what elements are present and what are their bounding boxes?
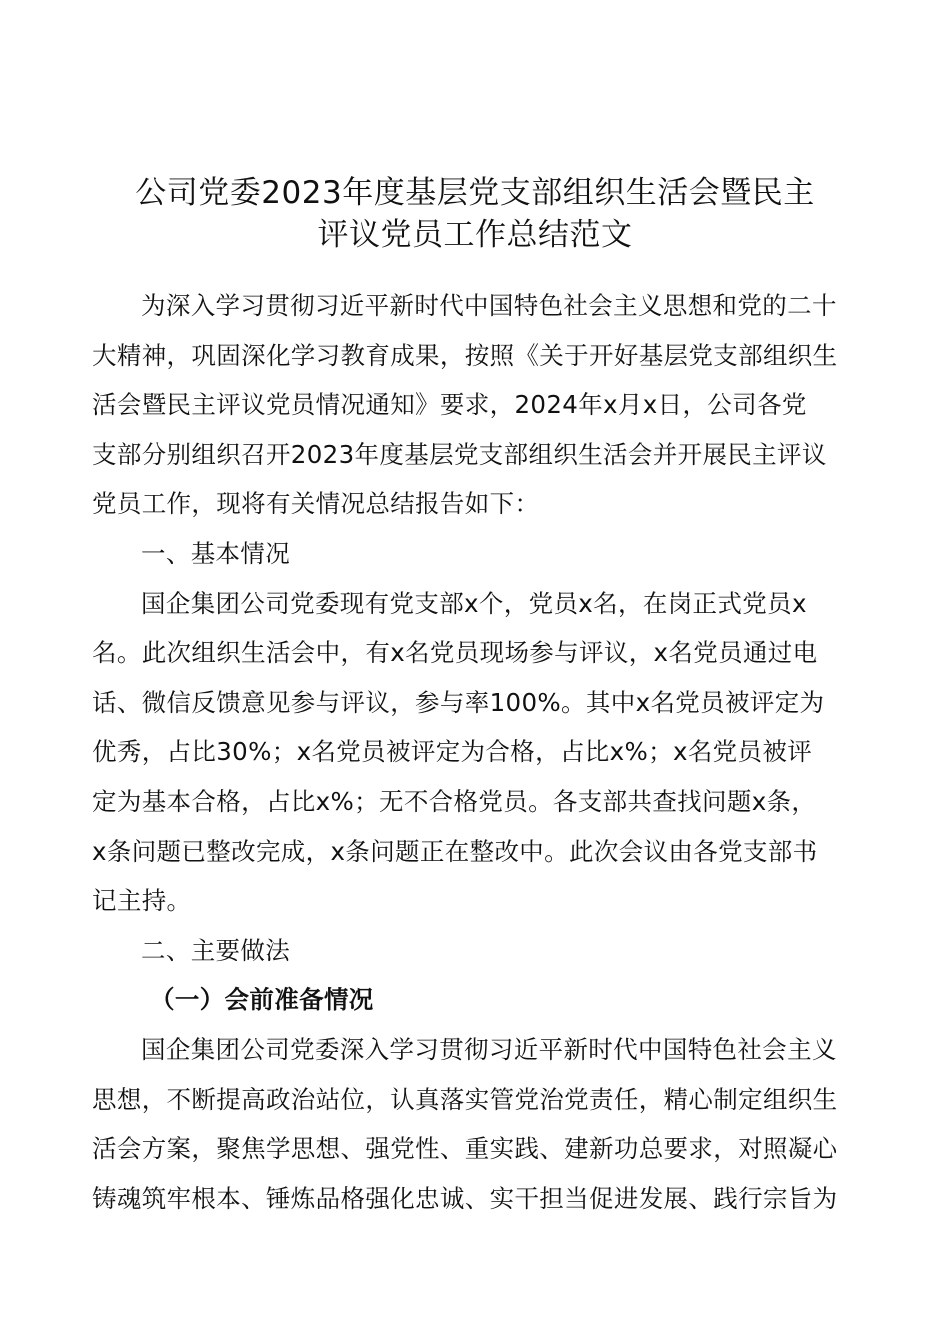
intro-line-1: 为深入学习贯彻习近平新时代中国特色社会主义思想和党的二十 (141, 291, 837, 320)
document-title (92, 172, 858, 256)
subsection-heading-preparation: （一）会前准备情况 (150, 985, 374, 1015)
basic-line-7: 记主持。 (92, 886, 192, 916)
basic-line-5: 定为基本合格，占比x%；无不合格党员。各支部共查找问题x条， (92, 786, 817, 816)
document-body (92, 281, 862, 1223)
section-heading-practices: 二、主要做法 (141, 935, 291, 965)
basic-line-3: 话、微信反馈意见参与评议，参与率100%。其中x名党员被评定为 (92, 687, 825, 717)
intro-line-3: 活会暨民主评议党员情况通知》要求，2024年x月x日，公司各党 (92, 390, 807, 420)
prep-line-2: 思想，不断提高政治站位，认真落实管党治党责任，精心制定组织生 (92, 1084, 838, 1114)
prep-line-3: 活会方案，聚焦学思想、强党性、重实践、建新功总要求，对照凝心 (92, 1134, 838, 1164)
basic-line-1: 国企集团公司党委现有党支部x个，党员x名，在岗正式党员x (141, 588, 807, 618)
intro-line-4: 支部分别组织召开2023年度基层党支部组织生活会并开展民主评议 (92, 439, 827, 469)
intro-line-2: 大精神，巩固深化学习教育成果，按照《关于开好基层党支部组织生 (92, 340, 838, 370)
prep-line-1: 国企集团公司党委深入学习贯彻习近平新时代中国特色社会主义 (141, 1034, 837, 1064)
prep-line-4: 铸魂筑牢根本、锤炼品格强化忠诚、实干担当促进发展、践行宗旨为 (92, 1183, 838, 1213)
basic-line-6: x条问题已整改完成，x条问题正在整改中。此次会议由各党支部书 (92, 836, 818, 866)
basic-line-4: 优秀，占比30%；x名党员被评定为合格，占比x%；x名党员被评 (92, 737, 813, 767)
intro-line-5: 党员工作，现将有关情况总结报告如下： (92, 489, 540, 519)
basic-line-2: 名。此次组织生活会中，有x名党员现场参与评议，x名党员通过电 (92, 638, 818, 668)
section-heading-basic: 一、基本情况 (141, 538, 291, 568)
title-line-1: 公司党委2023年度基层党支部组织生活会暨民主 (135, 175, 815, 211)
title-line-2: 评议党员工作总结范文 (317, 217, 633, 253)
